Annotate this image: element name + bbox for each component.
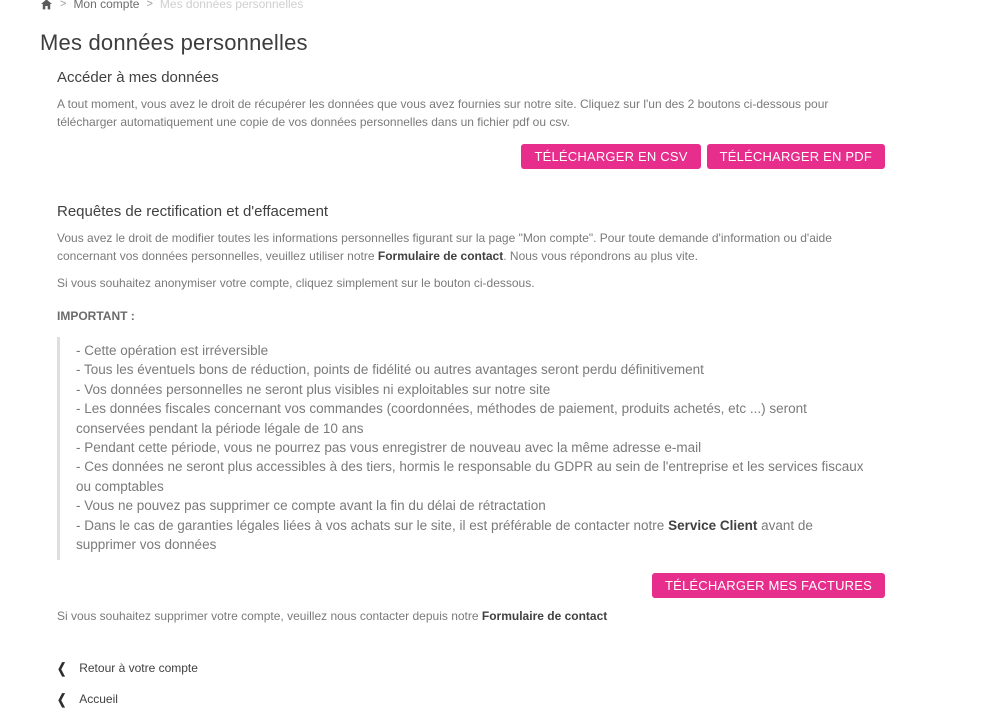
notice-item: - Vos données personnelles ne seront plus visibles ni exploitables sur notre site bbox=[76, 381, 551, 397]
customer-service-link[interactable]: Service Client bbox=[668, 517, 758, 533]
anonymize-hint-text: Si vous souhaitez anonymiser votre compte, cliquez simplement sur le bouton ci-dessous. bbox=[57, 276, 535, 290]
breadcrumb bbox=[40, 0, 885, 11]
breadcrumb-item-mon-compte[interactable]: Mon compte bbox=[73, 0, 140, 11]
chevron-left-icon: ❮ bbox=[57, 661, 67, 677]
footer-links bbox=[40, 661, 885, 706]
section-rectification bbox=[40, 203, 885, 625]
back-to-account-label: Retour à votre compte bbox=[79, 661, 198, 676]
delete-account-text bbox=[57, 607, 885, 625]
notice-item: - Vous ne pouvez pas supprimer ce compte avant la fin du délai de rétractation bbox=[76, 498, 546, 514]
breadcrumb-separator: > bbox=[146, 0, 153, 10]
rectification-paragraph-1 bbox=[57, 229, 885, 265]
notice-item: - Ces données ne seront plus accessibles à des tiers, hormis le responsable du GDPR au sein de l'entreprise et les services fiscaux ou comptables bbox=[76, 459, 864, 494]
back-to-account-link[interactable] bbox=[57, 661, 885, 675]
contact-form-link-bottom[interactable]: Formulaire de contact bbox=[481, 609, 608, 624]
download-pdf-button[interactable]: TÉLÉCHARGER EN PDF bbox=[707, 144, 885, 169]
breadcrumb-separator: > bbox=[60, 0, 67, 10]
home-link-label: Accueil bbox=[79, 692, 118, 707]
access-description: A tout moment, vous avez le droit de récupérer les données que vous avez fournies sur notre site. Cliquez sur l'un des 2 boutons ci-dessous pour télécharger automatiquement une copie de vos données personnelles dans un fichier pdf ou csv. bbox=[57, 97, 829, 129]
download-invoices-button[interactable]: TÉLÉCHARGER MES FACTURES bbox=[652, 573, 885, 598]
download-buttons-row bbox=[57, 144, 885, 169]
rectification-heading: Requêtes de rectification et d'effacement bbox=[57, 203, 329, 220]
notice-item: - Les données fiscales concernant vos commandes (coordonnées, méthodes de paiement, produits achetés, etc ...) seront conservées pendant la période légale de 10 ans bbox=[76, 401, 807, 436]
gdpr-page bbox=[40, 0, 885, 706]
rectification-p1-text-after: . Nous vous répondrons au plus vite. bbox=[503, 249, 699, 263]
important-notice-block bbox=[57, 337, 867, 560]
contact-form-link[interactable]: Formulaire de contact bbox=[377, 249, 504, 263]
section-access-data bbox=[40, 69, 885, 169]
notice-item: - Cette opération est irréversible bbox=[76, 343, 269, 358]
notice-item: - Pendant cette période, vous ne pourrez pas vous enregistrer de nouveau avec la même adresse e-mail bbox=[76, 440, 702, 456]
notice-item-text: - Dans le cas de garanties légales liées à vos achats sur le site, il est préférable de contacter notre bbox=[76, 517, 669, 533]
download-csv-button[interactable]: TÉLÉCHARGER EN CSV bbox=[521, 144, 700, 169]
notice-item-text-after: avant de supprimer vos données bbox=[76, 517, 813, 553]
important-label: IMPORTANT : bbox=[57, 309, 135, 323]
notice-item bbox=[76, 516, 866, 555]
delete-account-text-before: Si vous souhaitez supprimer votre compte, veuillez nous contacter depuis notre bbox=[57, 609, 482, 624]
access-heading: Accéder à mes données bbox=[57, 69, 219, 86]
breadcrumb-current-page: Mes données personnelles bbox=[159, 0, 304, 11]
rectification-p1-text: Vous avez le droit de modifier toutes les informations personnelles figurant sur la page "Mon compte". Pour toute demande d'information ou d'aide concernant vos données personnelles, veuillez utiliser notre bbox=[57, 231, 832, 263]
home-icon[interactable] bbox=[40, 0, 53, 11]
notice-item: - Tous les éventuels bons de réduction, points de fidélité ou autres avantages seront perdu définitivement bbox=[76, 362, 704, 378]
chevron-left-icon: ❮ bbox=[57, 692, 67, 708]
home-link[interactable] bbox=[57, 692, 885, 706]
page-title: Mes données personnelles bbox=[40, 30, 308, 55]
invoices-button-row bbox=[57, 573, 885, 598]
